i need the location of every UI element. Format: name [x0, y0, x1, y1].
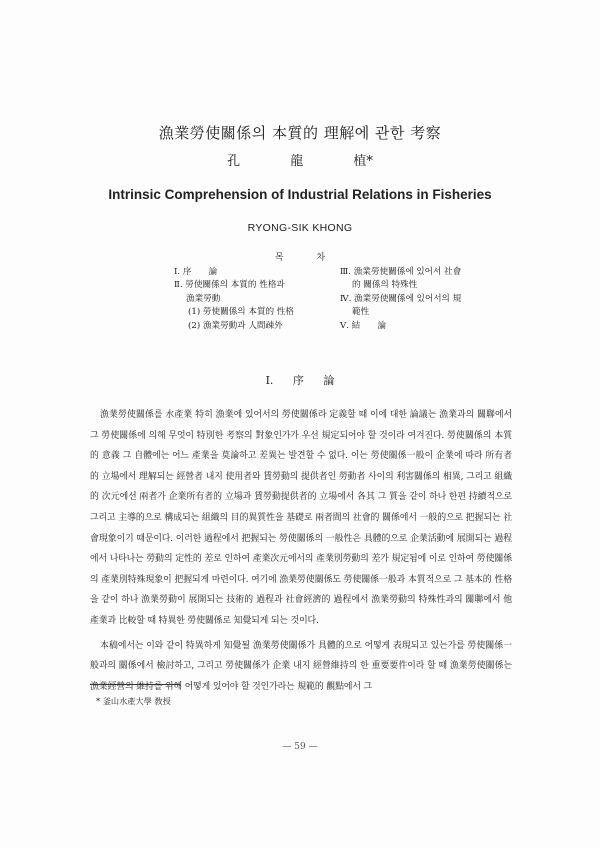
toc-left-column — [174, 266, 324, 333]
toc-item: Ⅰ. 序 論 — [174, 267, 218, 277]
toc-item: Ⅲ. 漁業勞使關係에 있어서 社會 — [340, 267, 462, 277]
toc-item: 的 關係의 特殊性 — [352, 280, 418, 291]
toc-right-column — [340, 266, 470, 333]
author-name-korean: 孔 龍 植* — [227, 154, 373, 169]
toc-item: (1) 勞使關係의 本質的 性格 — [188, 307, 295, 318]
toc-item: (2) 漁業勞動과 人間疎外 — [188, 320, 283, 331]
toc-item: Ⅱ. 勞使關係의 本質的 性格과 — [174, 280, 285, 291]
footnote: * 釜山水產大學 敎授 — [96, 696, 171, 706]
toc-item: Ⅳ. 漁業勞使關係에 있어서의 規 — [340, 293, 462, 304]
toc-item: 漁業勞動 — [186, 293, 221, 304]
body-paragraph: 漁業勞使關係를 水產業 特히 漁業에 있어서의 勞使關係라 定義할 때 이에 대한 論議는 漁業과의 關聯에서 그 勞使關係에 의해 무엇이 特別한 考察의 對象인가가 우선 規定되어야 할 것이라 여겨진다. 勞使關係의 本質的 意義 그 自體에는 어느 產業을 莫論하고 差異는 발견할 수 없다. 이는 勞使關係一般이 企業에 따라 所有者的 立場에서 理解되는 經營者 내지 使用者와 賃勞動의 提供者인 勞動者 사이의 利害關係의 相異, 그리고 組織的 次元에선 兩者가 企業所有者的 立場과 賃勞動提供者的 立場에서 各其 그 質을 같이 하나 한편 持續적으로 그리고 主導的으로 構成되는 組織의 目的異質性을 基礎로 兩者間의 社會的 關係에서 一般的으로 把握되는 社會現象이기 때문이다. 이러한 過程에서 把握되는 勞使關係의 一般性은 具體的으로 企業活動에 展開되는 過程에서 나타나는 勞動의 定性的 差로 인하여 產業次元에서의 產業別勞動의 差가 規定됨에 이로 인하여 勞使關係의 產業別特殊現象이 把握되게 마련이다. 여기에 漁業勞使關係도 勞使關係一般과 本質적으로 그 基本的 性格을 같이 하나 漁業勞動이 展開되는 技術的 過程과 社會經濟的 過程에서 漁業勞動의 特殊性과의 關聯에서 他產業과 比較할 때 特異한 勞使關係로 知覺되게 되는 것이다. — [90, 410, 512, 626]
footnote-divider — [90, 684, 180, 685]
toc-heading: 목 차 — [274, 253, 326, 263]
section-heading: Ⅰ. 序 論 — [265, 374, 335, 387]
toc-item: 範性 — [352, 307, 370, 318]
paper-title-korean: 漁業勞使關係의 本質的 理解에 관한 考察 — [158, 124, 442, 142]
page-number: — 59 — — [282, 742, 318, 752]
body-text — [90, 405, 512, 697]
body-paragraph: 本稿에서는 이와 같이 特異하게 知覺될 漁業勞使關係가 具體的으로 어떻게 表現되고 있는가를 勞使關係一般과의 關係에서 檢討하고, 그리고 勞使關係가 企業 내지 經營維持의 한 重要要件이라 할 때 漁業勞使關係는 漁業經營의 維持를 위해 어떻게 있어야 할 것인가라는 規範的 觀點에서 그 — [90, 640, 512, 692]
author-name-english: RYONG-SIK KHONG — [247, 222, 353, 234]
paper-title-english: Intrinsic Comprehension of Industrial Relations in Fisheries — [108, 187, 492, 202]
toc-item: Ⅴ. 結 論 — [340, 320, 387, 331]
